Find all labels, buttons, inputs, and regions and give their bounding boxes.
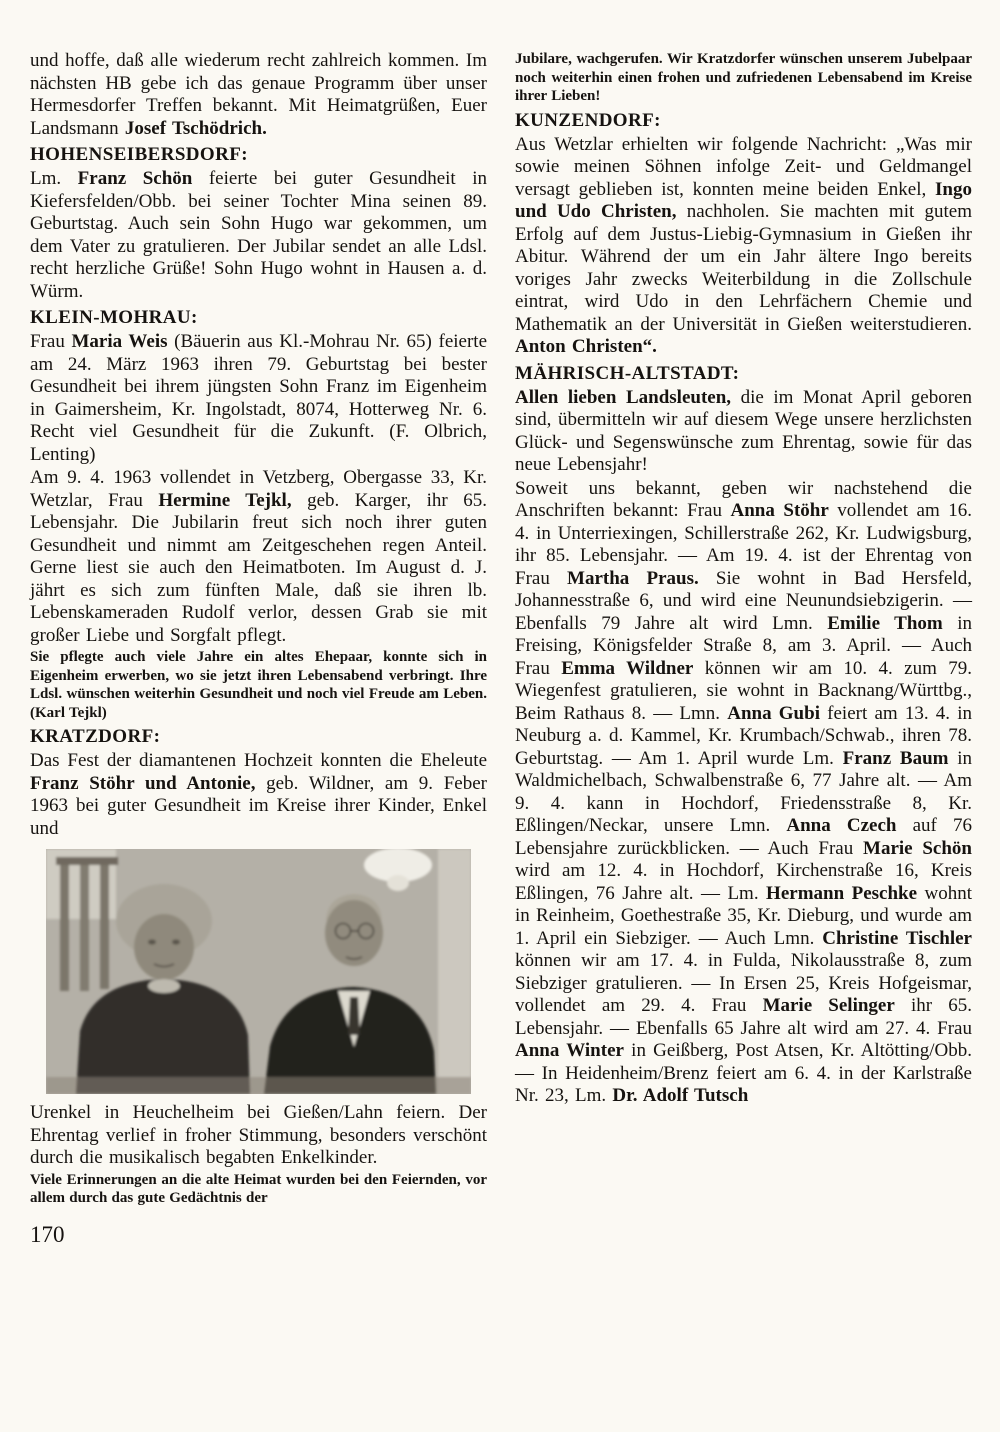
bold-text-run: Emma Wildner (561, 657, 694, 679)
text-run: auf 76 Lebensjahre zurückblicken. — Auch Frau (515, 815, 972, 859)
text-run: (Bäuerin aus Kl.-Mohrau Nr. 65) feierte am 24. März 1963 ihren 79. Geburtstag bei bester Gesundheit bei ihrem jüngsten Sohn Franz im Eigenheim in Gaimersheim, Kr. Ingolstadt, 8074, Hotterweg Nr. 6. Recht viel Gesundheit für die Zukunft. (F. Olbrich, Lenting) (30, 331, 488, 465)
section-heading-kunzendorf: KUNZENDORF: (515, 109, 661, 131)
text-run: ihr 65. Lebensjahr. — Ebenfalls 65 Jahre alt wird am 27. 4. Frau (515, 995, 972, 1039)
bold-text-run: Franz Stöhr und Antonie, (30, 772, 256, 794)
bold-text-run: Hermann Peschke (766, 882, 918, 904)
text-run: nachholen. Sie machten mit gutem Erfolg auf dem Justus-Liebig-Gymnasium in Gießen ihr Abitur. Während der um ein Jahr ältere Ingo bereits voriges Jahr zwecks Weiterbildung in die Zollschule eintrat, wird Udo in den Lehrfächern Chemie und Mathematik an der Universität in Gießen weiterstudieren. (515, 201, 972, 335)
text-run: feiert am 13. 4. in Neuburg a. d. Kammel, Kr. Krumbach/Schwab., ihren 78. Geburtstag. — Am 1. April wurde Lm. (515, 702, 973, 769)
text-run: Sie wohnt in Bad Hersfeld, Johannesstraße 6, und wird eine Neunundsiebzigerin. — Ebenfalls 79 Jahre alt wird Lmn. (515, 567, 973, 634)
bold-text-run: Dr. Adolf Tutsch (612, 1085, 749, 1106)
paragraph-hermine-tejkl (30, 467, 487, 647)
text-run: geb. Karger, ihr 65. Lebensjahr. Die Jubilarin freut sich noch ihrer guten Gesundheit und nimmt am Zeitgeschehen regen Anteil. Gerne liest sie auch den Heimatboten. Im August d. J. jährt es sich zum fünften Male, daß sie ihren lb. Lebenskameraden Rudolf verlor, dessen Grab sie mit großer Liebe und Sorgfalt pflegt. (30, 489, 487, 646)
bold-text-run: Maria Weis (71, 331, 168, 352)
text-run: in Waldmichelbach, Schwalbenstraße 6, 77 Jahre alt. — Am 9. 4. kann in Hochdorf, Friedensstraße 8, Kr. Eßlingen/Neckar, unsere Lmn. (515, 747, 972, 836)
bold-text-run: Christine Tischler (822, 927, 972, 949)
text-run: wird am 12. 4. in Hochdorf, Kirchenstraße 16, Kreis Eßlingen, 76 Jahre alt. — Lm. (515, 860, 972, 904)
text-run: können wir am 10. 4. zum 79. Wiegenfest gratulieren, sie wohnt in Backnang/Württbg., Beim Rathaus 8. — Lmn. (515, 657, 973, 724)
bold-text-run: Marie Schön (863, 837, 973, 859)
text-run: Frau (30, 331, 72, 352)
paragraph-maria-weis (30, 331, 487, 466)
bold-text-run: Josef Tschödrich. (124, 117, 267, 139)
text-run: feierte bei guter Gesundheit in Kiefersfelden/Obb. bei seiner Tochter Mina seinen 89. Geburtstag. Auch sein Sohn Hugo war gekommen, um dem Vater zu gratulieren. Der Jubilar sendet an alle Ldsl. recht herzliche Grüße! Sohn Hugo wohnt in Hausen a. d. Würm. (30, 168, 487, 302)
text-run: geb. Wildner, am 9. Feber 1963 bei guter Gesundheit im Kreise ihrer Kinder, Enkel und (30, 772, 488, 839)
paragraph-hermesdorf-continuation (30, 50, 487, 140)
bold-text-run: Anna Stöhr (730, 500, 829, 521)
text-run: Lm. (30, 168, 78, 189)
text-run: Das Fest der diamantenen Hochzeit konnten die Eheleute (30, 750, 487, 771)
anniversary-couple-photo-graphic (46, 849, 471, 1094)
paragraph-kratzdorf-note: Viele Erinnerungen an die alte Heimat wurden bei den Feiernden, vor allem durch das gute Gedächtnis der (30, 1171, 487, 1206)
paragraph-tejkl-note: Sie pflegte auch viele Jahre ein altes Ehepaar, konnte sich in Eigenheim erwerben, wo sie jetzt ihren Lebensabend verbringt. Ihre Ldsl. wünschen weiterhin Gesundheit und noch viel Freude am Leben. (Karl Tejkl) (30, 649, 487, 721)
paragraph-kratzdorf-note-continuation: Jubilare, wachgerufen. Wir Kratzdorfer wünschen unserem Jubelpaar noch weiterhin einen frohen und zufriedenen Lebensabend im Kreise ihrer Lieben! (515, 51, 972, 104)
section-heading-kratzdorf: KRATZDORF: (30, 726, 161, 747)
text-run: können wir am 17. 4. in Fulda, Nikolausstraße 8, zum Siebziger gratulieren. — In Ersen 25, Kreis Hofgeismar, vollendet am 29. 4. Frau (515, 950, 972, 1016)
text-run: in Freising, Königsfelder Straße 8, am 3. April. — Auch Frau (515, 612, 972, 679)
paragraph-hohenseibersdorf (30, 168, 487, 303)
page-number: 170 (30, 1221, 65, 1247)
bold-text-run: Hermine Tejkl, (158, 489, 292, 511)
text-run: in Geißberg, Post Atsen, Kr. Altötting/Obb. — In Heidenheim/Brenz feiert am 6. 4. in der Karlstraße Nr. 23, Lm. (515, 1040, 972, 1106)
bold-text-run: Franz Schön (77, 168, 193, 189)
anniversary-couple-photo (46, 849, 471, 1094)
section-heading-hohenseibersdorf: HOHENSEIBERSDORF: (30, 144, 248, 165)
right-column (515, 50, 972, 1432)
paragraph-kratzdorf-continuation (30, 1102, 487, 1170)
left-column (30, 50, 487, 1432)
bold-text-run: Marie Selinger (762, 995, 895, 1016)
bold-text-run: Franz Baum (842, 747, 949, 769)
paragraph-april-birthdays (515, 478, 972, 1108)
bold-text-run: Anna Winter (515, 1040, 624, 1061)
text-run: Aus Wetzlar erhielten wir folgende Nachricht: „Was mir sowie meinen Söhnen infolge Zeit- und Geldmangel versagt geblieben ist, konnten meine beiden Enkel, (515, 133, 972, 200)
text-run: Soweit uns bekannt, geben wir nachstehend die Anschriften bekannt: Frau (515, 477, 972, 521)
section-heading-klein-mohrau: KLEIN-MOHRAU: (30, 307, 198, 328)
bold-text-run: Martha Praus. (567, 567, 699, 589)
section-heading-maehrisch-altstadt: MÄHRISCH-ALTSTADT: (515, 362, 740, 384)
paragraph-kunzendorf (515, 134, 972, 359)
text-run: vollendet am 16. 4. in Unterriexingen, Schillerstraße 262, Kr. Ludwigsburg, ihr 85. Lebensjahr. — Am 19. 4. ist der Ehrentag von Frau (515, 500, 972, 589)
bold-text-run: Anton Christen“. (515, 336, 657, 357)
bold-text-run: Allen lieben Landsleuten, (515, 386, 732, 408)
bold-text-run: Anna Gubi (727, 702, 820, 724)
text-run: Am 9. 4. 1963 vollendet in Vetzberg, Obergasse 33, Kr. Wetzlar, Frau (30, 467, 487, 511)
paragraph-april-greeting (515, 387, 972, 477)
bold-text-run: Emilie Thom (827, 612, 943, 634)
paragraph-kratzdorf (30, 750, 487, 840)
bold-text-run: Ingo und Udo Christen, (515, 178, 972, 222)
text-run: Urenkel in Heuchelheim bei Gießen/Lahn feiern. Der Ehrentag verlief in froher Stimmung, besonders verschönt durch die musikalisch begabten Enkelkinder. (30, 1102, 487, 1168)
text-run: und hoffe, daß alle wiederum recht zahlreich kommen. Im nächsten HB gebe ich das genaue Programm über unser Hermesdorfer Treffen bekannt. Mit Heimatgrüßen, Euer Landsmann (30, 50, 487, 139)
text-run: die im Monat April geboren sind, übermitteln wir auf diesem Wege unsere herzlichsten Glück- und Segenswünsche zum Ehrentag, sowie für das neue Lebensjahr! (515, 386, 972, 475)
bold-text-run: Anna Czech (786, 815, 897, 836)
text-run: wohnt in Reinheim, Goethestraße 35, Kr. Dieburg, und wurde am 1. April ein Siebziger. — Auch Lmn. (515, 882, 973, 949)
